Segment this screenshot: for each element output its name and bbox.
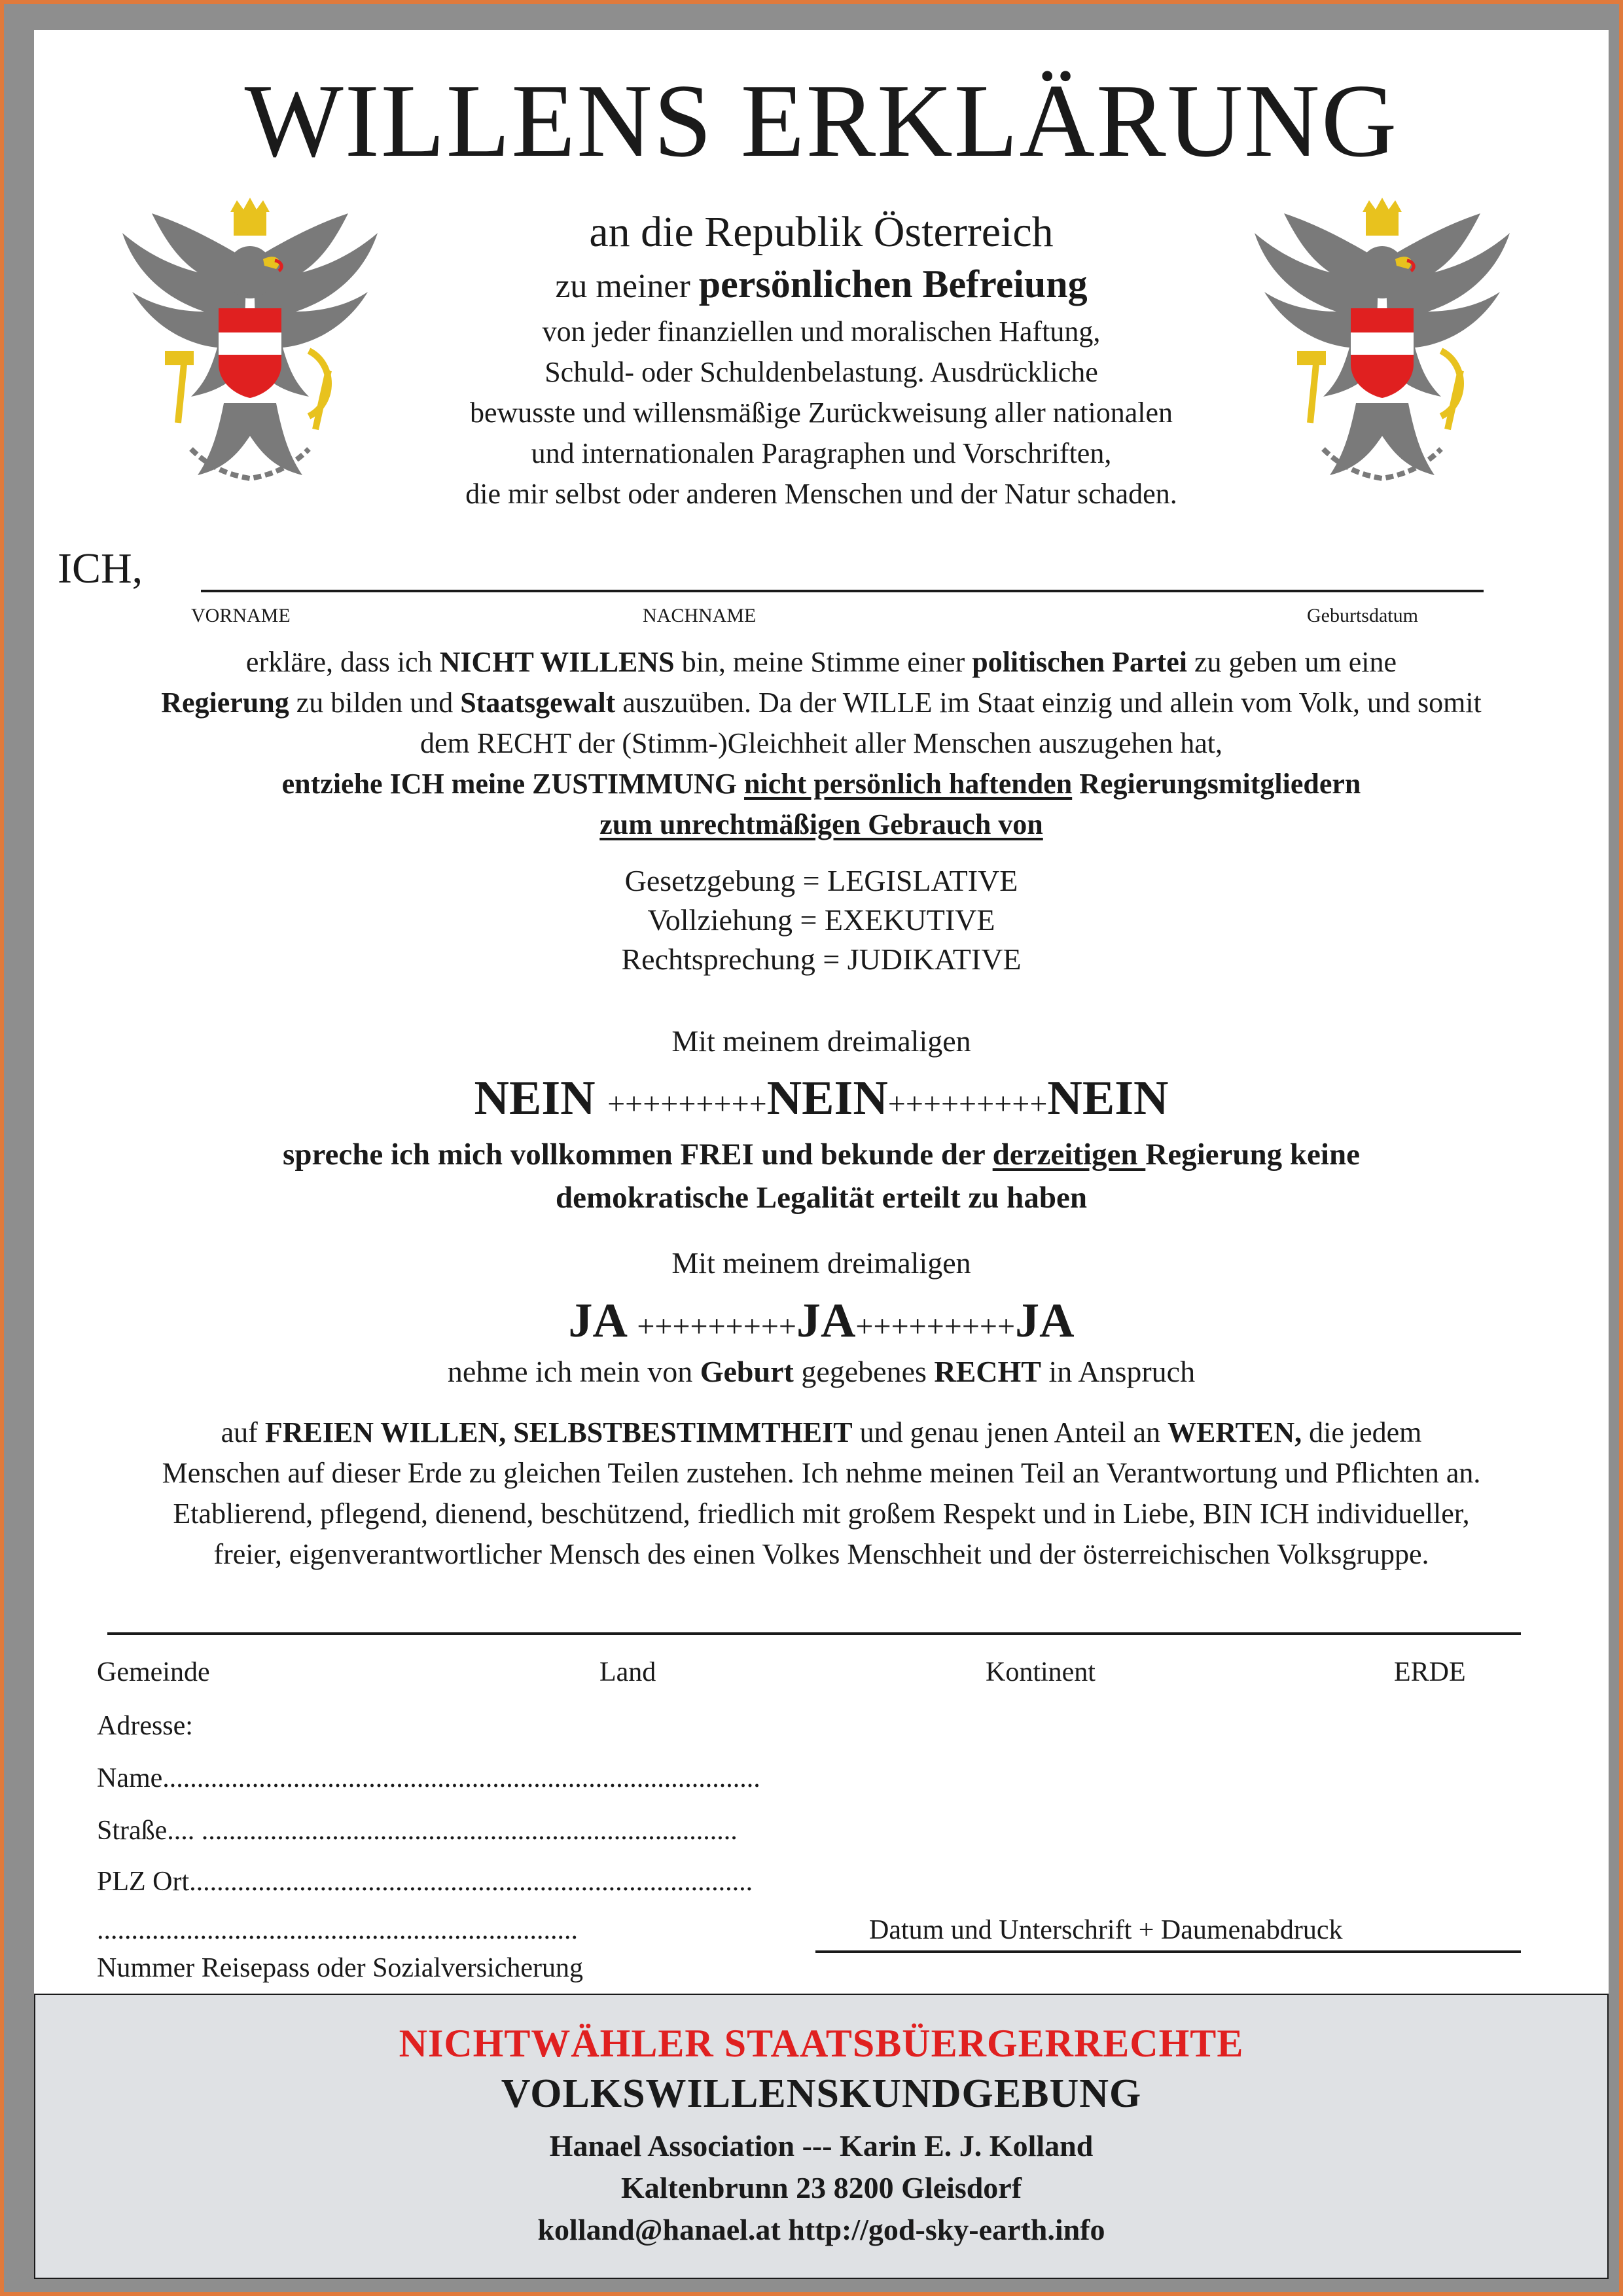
- subtitle-befreiung: zu meiner persönlichen Befreiung: [555, 262, 1088, 306]
- field-plz-ort[interactable]: PLZ Ort..................................................................................: [97, 1867, 753, 1897]
- intro-paragraph: von jeder finanziellen und moralischen Haftung, Schuld- oder Schuldenbelastung. Ausdrückliche bewusste und willensmäßige Zurückweisung aller nationalen und internationalen Paragraphen und Vorschriften, die mir selbst oder anderen Menschen und der Natur schaden.: [465, 315, 1177, 510]
- power-judikative: Rechtsprechung = JUDIKATIVE: [621, 942, 1022, 976]
- footer-association: Hanael Association --- Karin E. J. Kolland: [549, 2129, 1094, 2162]
- label-vorname: VORNAME: [191, 605, 291, 626]
- field-reisepass-number[interactable]: ......................................................................: [97, 1915, 578, 1945]
- label-gemeinde: Gemeinde: [97, 1657, 210, 1687]
- signature-line[interactable]: [815, 1950, 1521, 1953]
- powers-list: [34, 861, 1609, 979]
- nein-statement: spreche ich mich vollkommen FREI und bekunde der derzeitigen Regierung keine demokratische Legalität erteilt zu haben: [283, 1138, 1360, 1215]
- power-exekutive: Vollziehung = EXEKUTIVE: [647, 903, 995, 937]
- field-name[interactable]: Name.......................................................................................: [97, 1763, 760, 1793]
- page-frame: [4, 4, 1619, 2292]
- nein-triple: NEIN +++++++++NEIN+++++++++NEIN: [474, 1071, 1169, 1125]
- declaration-paragraph: erkläre, dass ich NICHT WILLENS bin, meine Stimme einer politischen Partei zu geben um eine Regierung zu bilden und Staatsgewalt auszuüben. Da der WILLE im Staat einzig und allein vom Volk, und somit dem RECHT der (Stimm-)Gleichheit aller Menschen auszugehen hat, entziehe ICH meine ZUSTIMMUNG nicht persönlich haftenden Regierungsmitgliedern zum unrechtmäßigen Gebrauch von: [161, 646, 1482, 840]
- label-adresse: Adresse:: [97, 1711, 193, 1741]
- power-legislative: Gesetzgebung = LEGISLATIVE: [624, 864, 1018, 897]
- ja-triple: JA +++++++++JA+++++++++JA: [568, 1294, 1075, 1348]
- document-title: WILLENS ERKLÄRUNG: [244, 62, 1399, 179]
- name-entry-line[interactable]: [201, 590, 1484, 592]
- footer-red-title: NICHTWÄHLER STAATSBÜERGERRECHTE: [399, 2022, 1244, 2065]
- ja-statement: nehme ich mein von Geburt gegebenes RECHT in Anspruch: [447, 1355, 1196, 1388]
- nein-intro: Mit meinem dreimaligen: [671, 1024, 971, 1058]
- label-land: Land: [599, 1657, 656, 1687]
- footer-box: [34, 1994, 1609, 2279]
- label-reisepass: Nummer Reisepass oder Sozialversicherung: [97, 1953, 583, 1983]
- document-sheet: [34, 30, 1609, 2279]
- ja-intro: Mit meinem dreimaligen: [671, 1246, 971, 1280]
- closing-paragraph: auf FREIEN WILLEN, SELBSTBESTIMMTHEIT und genau jenen Anteil an WERTEN, die jedem Menschen auf dieser Erde zu gleichen Teilen zustehen. Ich nehme meinen Teil an Verantwortung und Pflichten an. Etablierend, pflegend, dienend, beschützend, friedlich mit großem Respekt und in Liebe, BIN ICH individueller, freier, eigenverantwortlicher Mensch des einen Volkes Menschheit und der österreichischen Volksgruppe.: [162, 1416, 1481, 1570]
- footer-address: Kaltenbrunn 23 8200 Gleisdorf: [620, 2171, 1022, 2204]
- subtitle-republik: an die Republik Österreich: [589, 208, 1054, 256]
- label-nachname: NACHNAME: [643, 605, 757, 626]
- location-entry-line[interactable]: [107, 1632, 1521, 1635]
- label-erde: ERDE: [1394, 1657, 1466, 1687]
- label-geburtsdatum: Geburtsdatum: [1307, 605, 1418, 626]
- footer-title: VOLKSWILLENSKUNDGEBUNG: [501, 2072, 1142, 2116]
- label-signature: Datum und Unterschrift + Daumenabdruck: [869, 1915, 1343, 1945]
- ich-label: ICH,: [58, 545, 143, 592]
- field-strasse[interactable]: Straße.... ..............................................................................: [97, 1816, 738, 1846]
- footer-contact[interactable]: kolland@hanael.at http://god-sky-earth.info: [537, 2213, 1105, 2246]
- label-kontinent: Kontinent: [986, 1657, 1096, 1687]
